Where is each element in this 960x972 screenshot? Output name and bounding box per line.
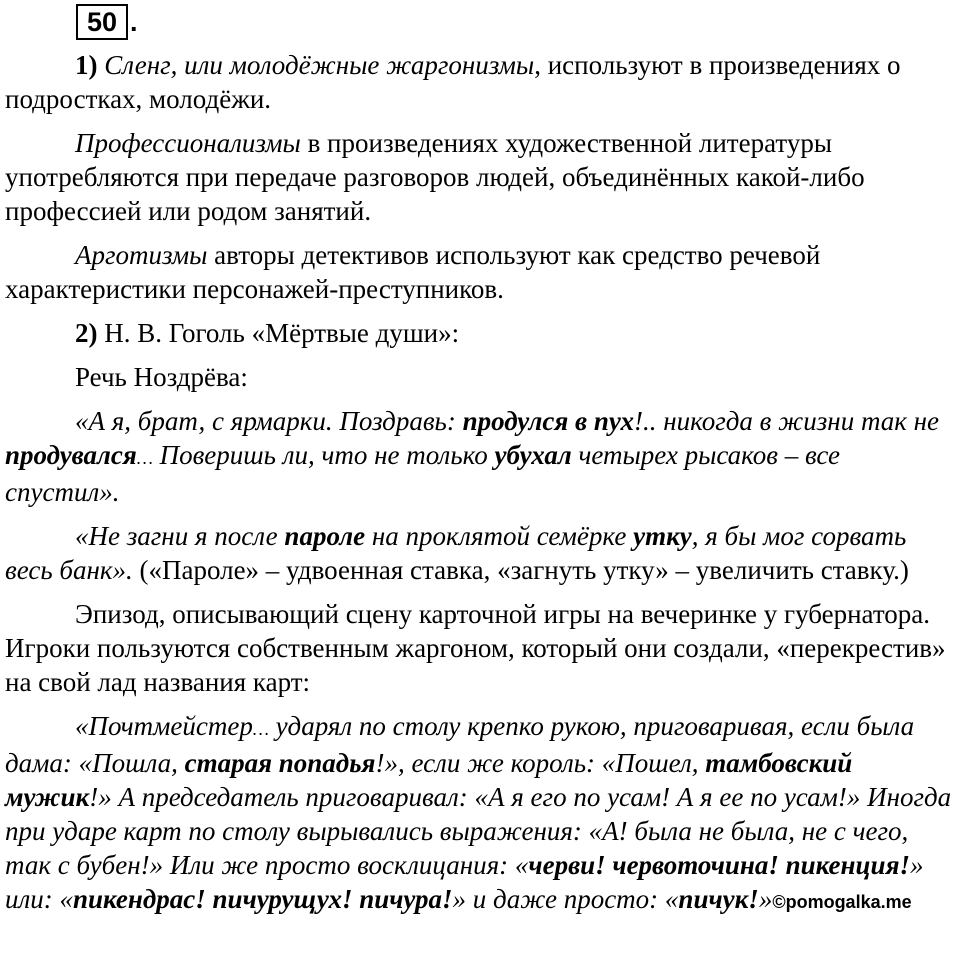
answer-text <box>5 48 955 928</box>
quote-text: » или: « <box>5 850 924 914</box>
term-professionalisms: Профессионализмы <box>75 128 301 158</box>
paragraph-nozdrev-text: Речь Ноздрёва: <box>75 362 248 392</box>
quote-card-game <box>5 709 955 919</box>
quote-text: !.. никогда в жизни так не <box>634 406 940 436</box>
quote-nozdrev-2 <box>5 519 955 587</box>
quote-text: Поверишь ли, что не только <box>152 440 495 470</box>
quote-text: » <box>758 884 773 914</box>
jargon-term: убухал <box>494 440 572 470</box>
quote-text: , я бы мог сорвать весь банк». <box>5 521 907 585</box>
paragraph-professionalisms-text: в произведениях художественной литературы употребляются при передаче разговоров людей, объединённых какой-либо профессией или родом занятий. <box>5 128 865 226</box>
jargon-term: продулся в пух <box>462 406 634 436</box>
jargon-term: старая попадья <box>184 748 376 778</box>
watermark: ©pomogalka.me <box>772 892 912 912</box>
quote-text: !» А председатель приговаривал: «А я его по усам! А я ее по усам!» Иногда при ударе карт по столу вырывались выражения: «А! была не была, не с чего, так с бубен!» Или же просто восклицания: « <box>5 782 952 880</box>
term-slang: Сленг, или молодёжные жаргонизмы <box>104 50 535 80</box>
exercise-number-dot: . <box>130 7 138 37</box>
jargon-term: пикендрас! пичурущух! пичура! <box>73 884 453 914</box>
item-marker-2: 2) <box>75 318 98 348</box>
paragraph-nozdrev <box>5 360 955 394</box>
quote-nozdrev-1 <box>5 404 955 509</box>
quote-text: на проклятой семёрке <box>365 521 634 551</box>
paragraph-professionalisms <box>5 126 955 228</box>
paragraph-slang <box>5 48 955 116</box>
ellipsis: … <box>136 448 153 468</box>
item-marker-1: 1) <box>75 50 98 80</box>
paragraph-gogol-text: Н. В. Гоголь «Мёртвые души»: <box>97 318 460 348</box>
quote-text: ударял по столу крепко рукою, приговаривая, если была дама: «Пошла, <box>5 711 915 778</box>
explanation-text: («Пароле» – удвоенная ставка, «загнуть утку» – увеличить ставку.) <box>132 555 909 585</box>
jargon-term: утку <box>633 521 692 551</box>
quote-text: !», если же король: «Пошел, <box>375 748 706 778</box>
quote-text: «А я, брат, с ярмарки. Поздравь: <box>75 406 463 436</box>
jargon-term: тамбовский мужик <box>5 748 853 812</box>
paragraph-gogol <box>5 316 955 350</box>
jargon-term: продувался <box>5 440 137 470</box>
quote-text: «Почтмейстер <box>75 711 253 741</box>
ellipsis: … <box>252 719 269 739</box>
exercise-number: 50 <box>86 7 118 37</box>
paragraph-episode <box>5 597 955 699</box>
term-argotisms: Арготизмы <box>75 240 208 270</box>
jargon-term: черви! червоточина! пикенция! <box>528 850 910 880</box>
jargon-term: пичук! <box>678 884 759 914</box>
paragraph-episode-text: Эпизод, описывающий сцену карточной игры на вечеринке у губернатора. Игроки пользуются собственным жаргоном, который они создали, «перекрестив» на свой лад названия карт: <box>5 599 946 697</box>
quote-text: четырех рысаков – все спустил». <box>5 440 840 507</box>
quote-text: » и даже просто: « <box>452 884 679 914</box>
quote-text: «Не загни я после <box>75 521 285 551</box>
exercise-number-box <box>76 4 128 40</box>
paragraph-argotisms-text: авторы детективов используют как средство речевой характеристики персонажей-преступников. <box>5 240 821 304</box>
jargon-term: пароле <box>284 521 366 551</box>
paragraph-slang-text: , используют в произведениях о подростках, молодёжи. <box>5 50 901 114</box>
paragraph-argotisms <box>5 238 955 306</box>
